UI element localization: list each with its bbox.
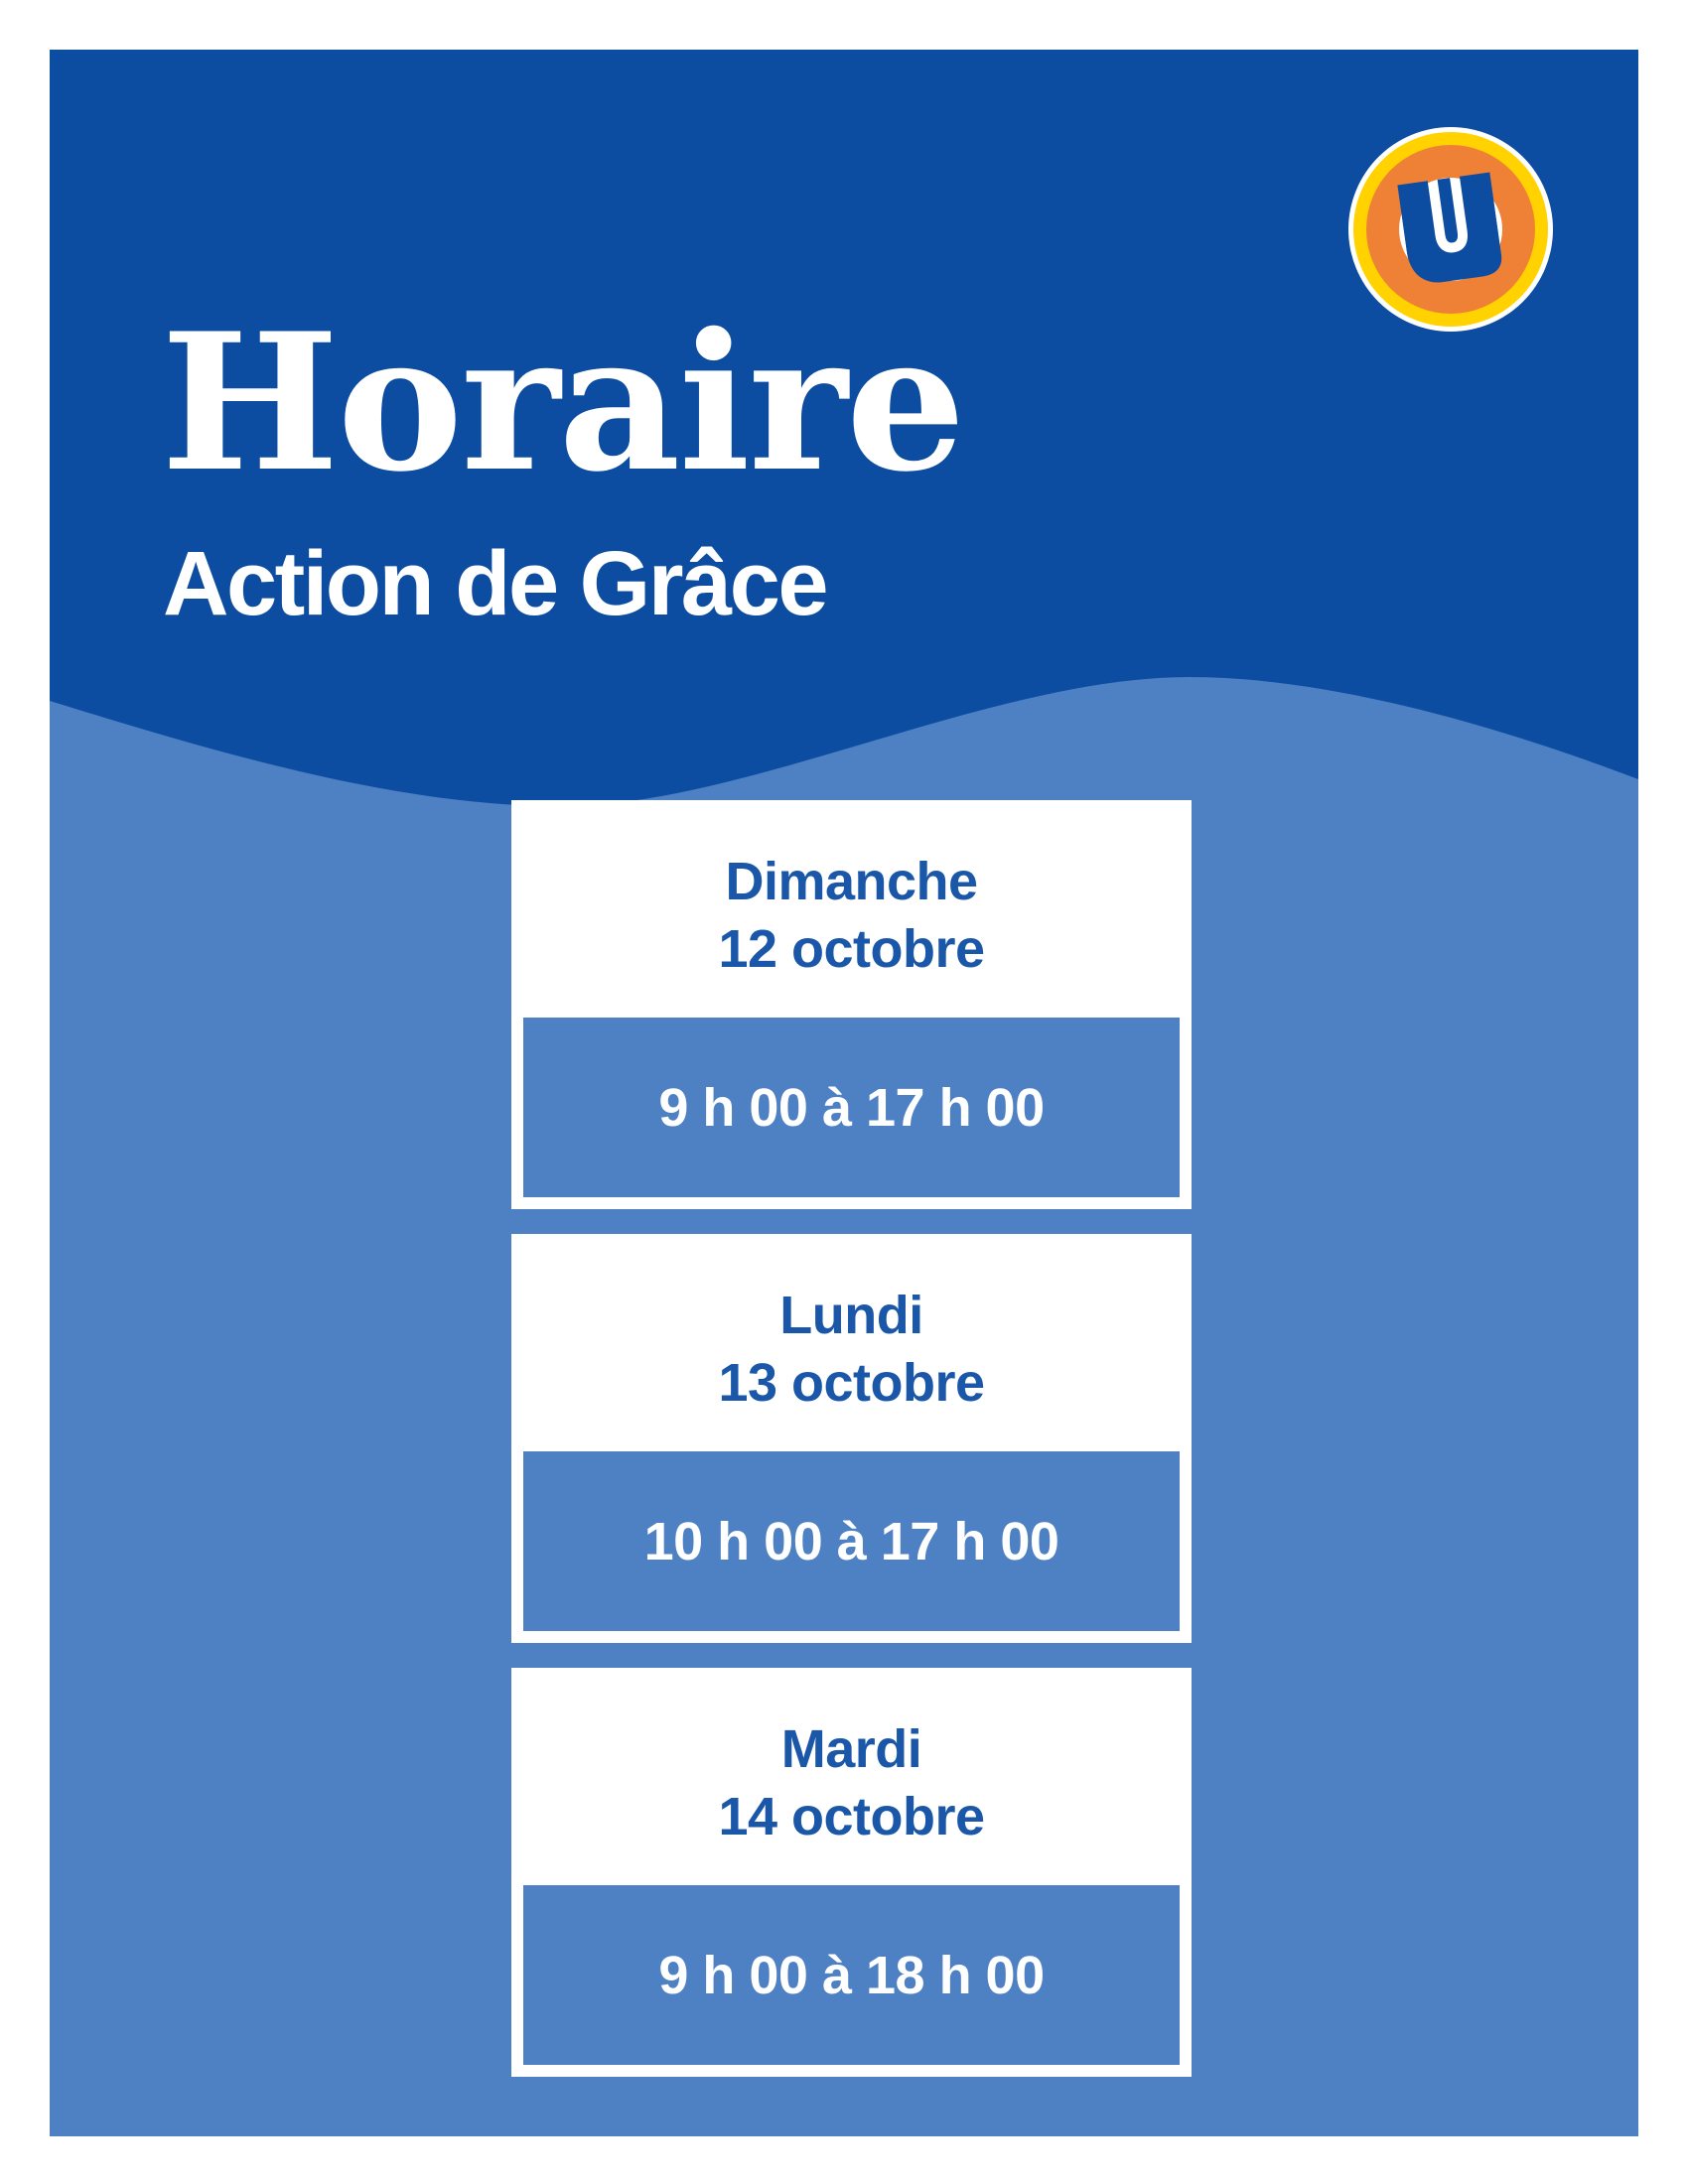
day-label: Dimanche bbox=[725, 851, 978, 911]
logo-letter-u-icon bbox=[1397, 172, 1504, 287]
date-label: 12 octobre bbox=[718, 918, 985, 979]
card-day-section bbox=[523, 1246, 1180, 1451]
date-label: 14 octobre bbox=[718, 1786, 985, 1846]
logo-yellow-ring bbox=[1353, 132, 1548, 327]
page-title: Horaire bbox=[161, 292, 964, 513]
date-label: 13 octobre bbox=[718, 1352, 985, 1413]
brand-logo bbox=[1348, 127, 1553, 332]
poster-subtitle: Action de Grâce bbox=[163, 533, 827, 634]
card-day-section bbox=[523, 812, 1180, 1018]
hours-label: 9 h 00 à 17 h 00 bbox=[658, 1077, 1045, 1138]
card-hours-box bbox=[523, 1885, 1180, 2065]
card-day-section bbox=[523, 1680, 1180, 1885]
poster-panel bbox=[50, 50, 1638, 2136]
schedule-card-sunday bbox=[511, 800, 1192, 1209]
hours-label: 10 h 00 à 17 h 00 bbox=[643, 1511, 1059, 1571]
day-label: Mardi bbox=[780, 1718, 922, 1779]
logo-inner-disc bbox=[1399, 178, 1502, 281]
day-label: Lundi bbox=[779, 1285, 923, 1345]
schedule-card-tuesday bbox=[511, 1668, 1192, 2077]
hours-label: 9 h 00 à 18 h 00 bbox=[658, 1945, 1045, 2005]
schedule-card-monday bbox=[511, 1234, 1192, 1643]
logo-orange-ring bbox=[1366, 145, 1535, 314]
card-hours-box bbox=[523, 1451, 1180, 1631]
card-hours-box bbox=[523, 1018, 1180, 1197]
